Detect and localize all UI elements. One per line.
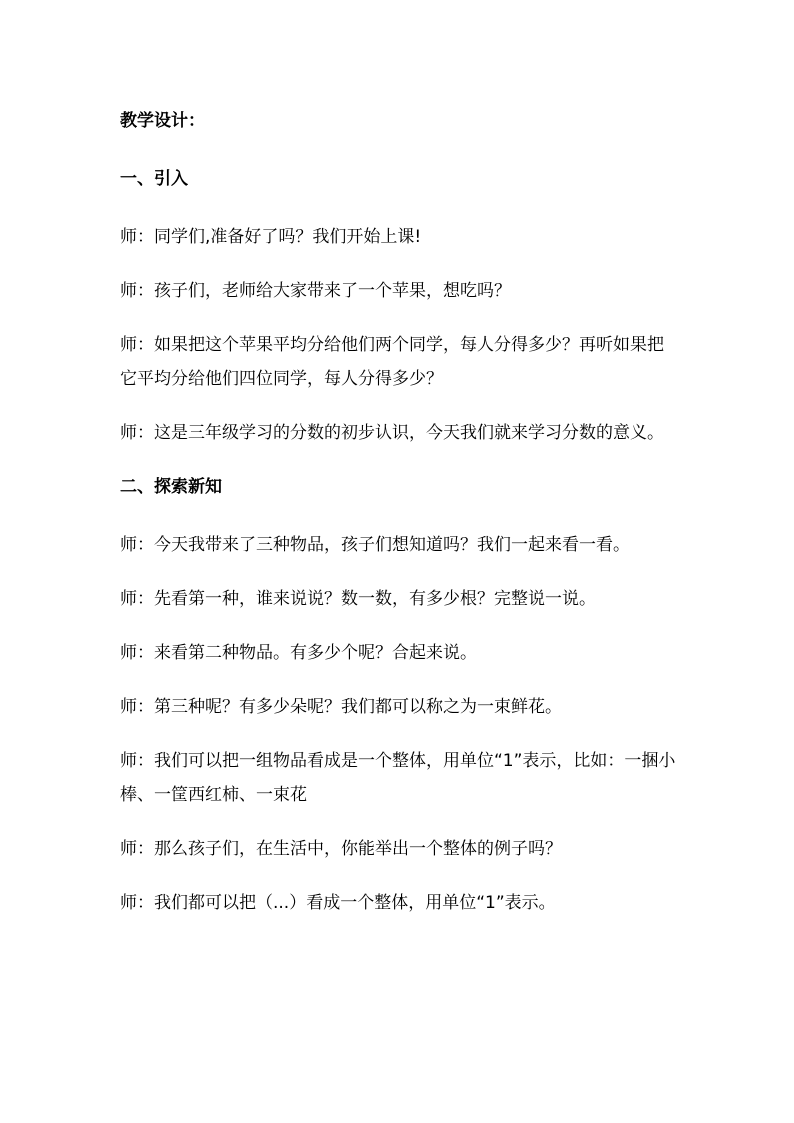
paragraph: 师：同学们,准备好了吗？我们开始上课! bbox=[120, 227, 422, 247]
paragraph: 师：第三种呢？有多少朵呢？我们都可以称之为一束鲜花。 bbox=[120, 697, 562, 717]
paragraph: 师：这是三年级学习的分数的初步认识，今天我们就来学习分数的意义。 bbox=[120, 423, 664, 443]
paragraph: 师：我们可以把一组物品看成是一个整体，用单位“1”表示，比如：一捆小棒、一筐西红柿、一束花 bbox=[120, 751, 676, 805]
paragraph: 师：孩子们，老师给大家带来了一个苹果，想吃吗？ bbox=[120, 281, 511, 301]
document-body bbox=[120, 104, 680, 940]
paragraph: 师：那么孩子们，在生活中，你能举出一个整体的例子吗？ bbox=[120, 839, 562, 859]
paragraph: 师：先看第一种，谁来说说？数一数，有多少根？完整说一说。 bbox=[120, 589, 596, 609]
paragraph: 师：来看第二种物品。有多少个呢？合起来说。 bbox=[120, 643, 477, 663]
paragraph: 师：今天我带来了三种物品，孩子们想知道吗？我们一起来看一看。 bbox=[120, 535, 630, 555]
paragraph: 师：我们都可以把（...）看成一个整体，用单位“1”表示。 bbox=[120, 893, 556, 913]
document-title: 教学设计： bbox=[120, 111, 205, 131]
section-heading-intro: 一、引入 bbox=[120, 169, 188, 189]
paragraph: 师：如果把这个苹果平均分给他们两个同学，每人分得多少？再听如果把它平均分给他们四位同学，每人分得多少？ bbox=[120, 335, 664, 389]
section-heading-explore: 二、探索新知 bbox=[120, 477, 222, 497]
